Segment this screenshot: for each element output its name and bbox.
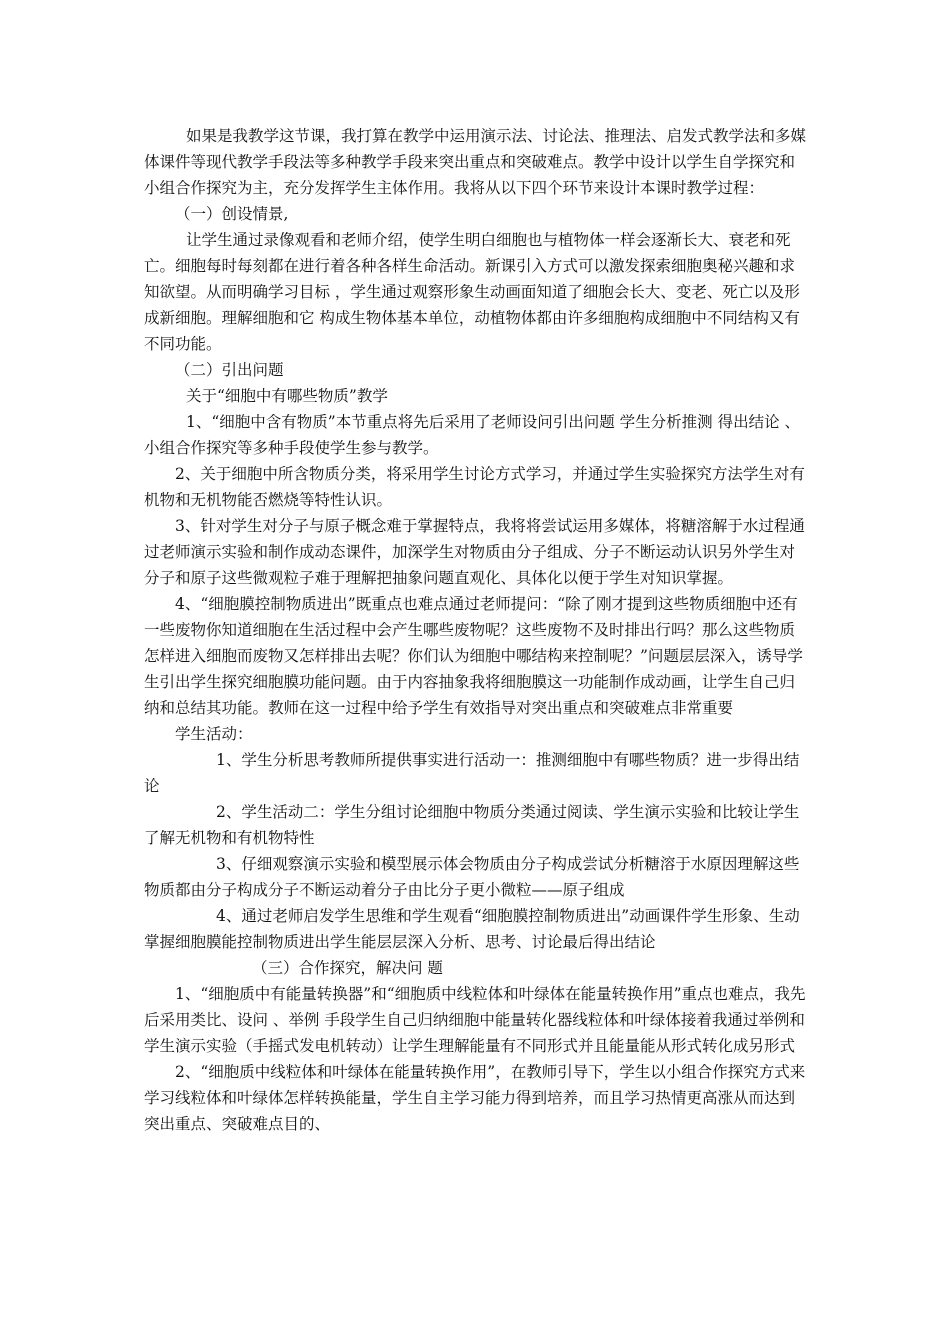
section-heading-1: （一）创设情景, xyxy=(175,205,289,223)
section-heading-2: （二）引出问题 xyxy=(175,361,284,379)
document-body xyxy=(144,123,806,1137)
list-item: 4、通过老师启发学生思维和学生观看“细胞膜控制物质进出”动画课件学生形象、生动掌握细胞膜能控制物质进出学生能层层深入分析、思考、讨论最后得出结论 xyxy=(144,907,800,951)
subsection-heading: 关于“细胞中有哪些物质”教学 xyxy=(186,387,388,405)
list-item: 1、学生分析思考教师所提供事实进行活动一：推测细胞中有哪些物质？进一步得出结论 xyxy=(144,751,800,795)
list-item: 2、“细胞质中线粒体和叶绿体在能量转换作用”，在教师引导下，学生以小组合作探究方式来学习线粒体和叶绿体怎样转换能量，学生自主学习能力得到培养，而且学习热情更高涨从而达到突出重点、突破难点目的、 xyxy=(144,1063,806,1133)
list-item: 3、针对学生对分子与原子概念难于掌握特点，我将将尝试运用多媒体，将糖溶解于水过程通过老师演示实验和制作成动态课件，加深学生对物质由分子组成、分子不断运动认识另外学生对分子和原子这些微观粒子难于理解把抽象问题直观化、具体化以便于学生对知识掌握。 xyxy=(144,517,805,587)
student-activity-heading: 学生活动： xyxy=(175,725,253,743)
list-item: 1、“细胞中含有物质”本节重点将先后采用了老师设问引出问题 学生分析推测 得出结论 、小组合作探究等多种手段使学生参与教学。 xyxy=(144,413,800,457)
paragraph-section-1: 让学生通过录像观看和老师介绍，使学生明白细胞也与植物体一样会逐渐长大、衰老和死亡。细胞每时每刻都在进行着各种各样生命活动。新课引入方式可以激发探索细胞奥秘兴趣和求知欲望。从而明确学习目标 ，学生通过观察形象生动画面知道了细胞会长大、变老、死亡以及形成新细胞。理解细胞和它 构成生物体基本单位，动植物体都由许多细胞构成细胞中不同结构又有不同功能。 xyxy=(144,231,800,353)
paragraph-intro: 如果是我教学这节课，我打算在教学中运用演示法、讨论法、推理法、启发式教学法和多媒体课件等现代教学手段法等多种教学手段来突出重点和突破难点。教学中设计以学生自学探究和小组合作探究为主，充分发挥学生主体作用。我将从以下四个环节来设计本课时教学过程： xyxy=(144,127,807,197)
list-item: 3、仔细观察演示实验和模型展示体会物质由分子构成尝试分析糖溶于水原因理解这些物质都由分子构成分子不断运动着分子由比分子更小微粒——原子组成 xyxy=(144,855,800,899)
section-heading-3: （三）合作探究，解决问 题 xyxy=(252,959,443,977)
list-item: 2、学生活动二：学生分组讨论细胞中物质分类通过阅读、学生演示实验和比较让学生了解无机物和有机物特性 xyxy=(144,803,800,847)
list-item: 1、“细胞质中有能量转换器”和“细胞质中线粒体和叶绿体在能量转换作用”重点也难点，我先后采用类比、设问 、举例 手段学生自己归纳细胞中能量转化器线粒体和叶绿体接着我通过举例和学生演示实验（手摇式发电机转动）让学生理解能量有不同形式并且能量能从形式转化成另形式 xyxy=(144,985,806,1055)
list-item: 2、关于细胞中所含物质分类，将采用学生讨论方式学习，并通过学生实验探究方法学生对有机物和无机物能否燃烧等特性认识。 xyxy=(144,465,805,509)
list-item: 4、“细胞膜控制物质进出”既重点也难点通过老师提问：“除了刚才提到这些物质细胞中还有一些废物你知道细胞在生活过程中会产生哪些废物呢？这些废物不及时排出行吗？那么这些物质怎样进入细胞而废物又怎样排出去呢？你们认为细胞中哪结构来控制呢？”问题层层深入，诱导学生引出学生探究细胞膜功能问题。由于内容抽象我将细胞膜这一功能制作成动画，让学生自己归纳和总结其功能。教师在这一过程中给予学生有效指导对突出重点和突破难点非常重要 xyxy=(144,595,803,717)
